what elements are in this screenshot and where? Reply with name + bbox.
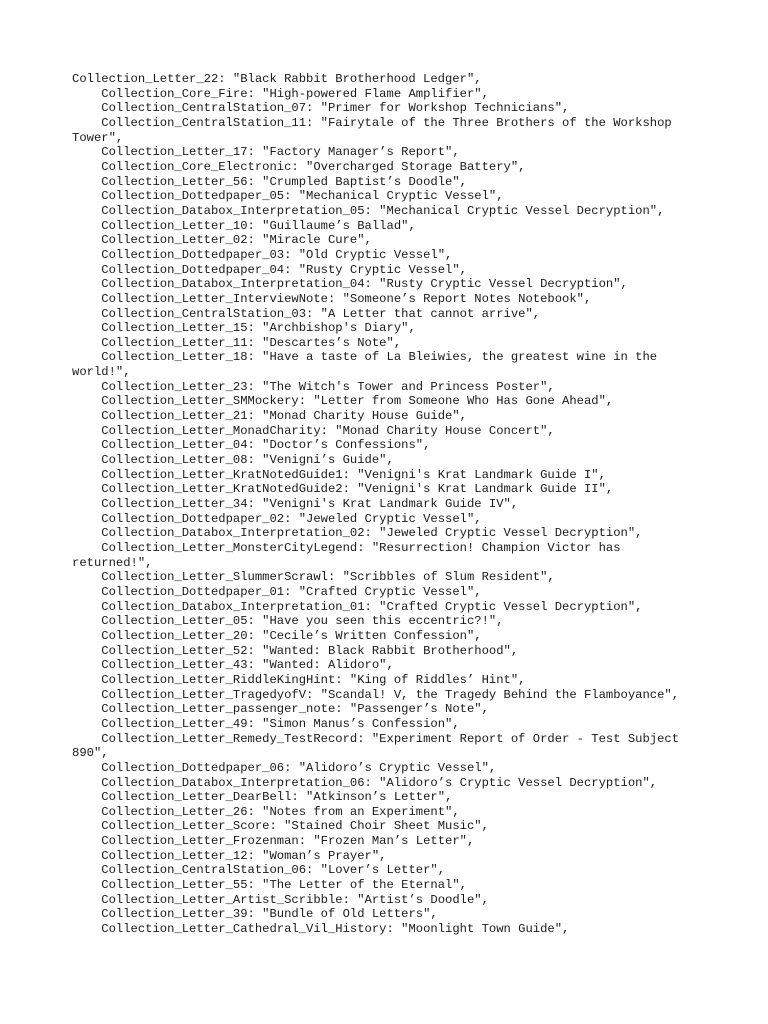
text-line: Collection_Letter_TragedyofV: "Scandal! V, the Tragedy Behind the Flamboyance", xyxy=(72,687,680,702)
text-line: Collection_Letter_Score: "Stained Choir Sheet Music", xyxy=(72,819,489,834)
text-line: Collection_Core_Fire: "High-powered Flame Amplifier", xyxy=(72,86,489,101)
text-line: Collection_Databox_Interpretation_02: "Jeweled Cryptic Vessel Decryption", xyxy=(72,526,643,541)
text-line: Collection_Letter_SlummerScrawl: "Scribbles of Slum Resident", xyxy=(72,570,555,585)
text-line: Collection_Letter_KratNotedGuide2: "Venigni's Krat Landmark Guide II", xyxy=(72,482,614,497)
text-line: Collection_Letter_18: "Have a taste of La Bleiwies, the greatest wine in the world!", xyxy=(72,350,665,380)
text-line: Collection_CentralStation_07: "Primer for Workshop Technicians", xyxy=(72,101,570,116)
text-line: Collection_Letter_MonsterCityLegend: "Resurrection! Champion Victor has returned!", xyxy=(72,541,628,570)
text-line: Collection_Dottedpaper_06: "Alidoro’s Cryptic Vessel", xyxy=(72,760,497,775)
text-line: Collection_Letter_20: "Cecile’s Written Confession", xyxy=(72,628,482,643)
text-line: Collection_Letter_52: "Wanted: Black Rabbit Brotherhood", xyxy=(72,643,519,658)
text-line: Collection_CentralStation_06: "Lover’s Letter", xyxy=(72,863,446,878)
text-line: Collection_Letter_InterviewNote: "Someone’s Report Notes Notebook", xyxy=(72,291,592,306)
text-line: Collection_Databox_Interpretation_01: "Crafted Cryptic Vessel Decryption", xyxy=(72,599,643,614)
text-line: Collection_Letter_34: "Venigni's Krat Landmark Guide IV", xyxy=(72,497,519,512)
text-line: Collection_Letter_Remedy_TestRecord: "Experiment Report of Order - Test Subject 890", xyxy=(72,731,687,761)
text-line: Collection_Letter_56: "Crumpled Baptist’s Doodle", xyxy=(72,174,467,189)
text-line: Collection_Letter_55: "The Letter of the Eternal", xyxy=(72,878,467,893)
text-line: Collection_Letter_02: "Miracle Cure", xyxy=(72,233,372,248)
text-line: Collection_Letter_Artist_Scribble: "Artist’s Doodle", xyxy=(72,892,489,907)
text-line: Collection_Letter_DearBell: "Atkinson’s Letter", xyxy=(72,790,453,805)
text-line: Collection_Letter_11: "Descartes’s Note", xyxy=(72,335,402,350)
text-line: Collection_Letter_SMMockery: "Letter from Someone Who Has Gone Ahead", xyxy=(72,394,614,409)
text-line: Collection_Databox_Interpretation_05: "Mechanical Cryptic Vessel Decryption", xyxy=(72,203,665,218)
text-line: Collection_Letter_15: "Archbishop's Diary", xyxy=(72,321,416,336)
text-line: Collection_CentralStation_03: "A Letter that cannot arrive", xyxy=(72,306,541,321)
text-line: Collection_CentralStation_11: "Fairytale of the Three Brothers of the Workshop Tower", xyxy=(72,115,680,145)
text-line: Collection_Letter_05: "Have you seen this eccentric?!", xyxy=(72,614,504,629)
text-line: Collection_Letter_23: "The Witch's Tower and Princess Poster", xyxy=(72,379,555,394)
text-line: Collection_Letter_Frozenman: "Frozen Man’s Letter", xyxy=(72,834,475,849)
text-line: Collection_Dottedpaper_03: "Old Cryptic Vessel", xyxy=(72,247,453,262)
text-line: Collection_Dottedpaper_05: "Mechanical Cryptic Vessel", xyxy=(72,189,504,204)
text-line: Collection_Core_Electronic: "Overcharged Storage Battery", xyxy=(72,159,526,174)
text-line: Collection_Letter_RiddleKingHint: "King of Riddles’ Hint", xyxy=(72,672,526,687)
text-line: Collection_Databox_Interpretation_06: "Alidoro’s Cryptic Vessel Decryption", xyxy=(72,775,658,790)
text-line: Collection_Letter_17: "Factory Manager’s Report", xyxy=(72,145,460,160)
text-line: Collection_Dottedpaper_04: "Rusty Cryptic Vessel", xyxy=(72,262,467,277)
text-line: Collection_Letter_04: "Doctor’s Confessions", xyxy=(72,438,431,453)
text-line: Collection_Databox_Interpretation_04: "Rusty Cryptic Vessel Decryption", xyxy=(72,277,628,292)
text-line: Collection_Letter_49: "Simon Manus’s Confession", xyxy=(72,716,460,731)
text-line: Collection_Letter_Cathedral_Vil_History: "Moonlight Town Guide", xyxy=(72,922,570,937)
text-line: Collection_Letter_43: "Wanted: Alidoro", xyxy=(72,658,394,673)
text-line: Collection_Dottedpaper_02: "Jeweled Cryptic Vessel", xyxy=(72,511,482,526)
document-text-block xyxy=(72,72,700,937)
text-line: Collection_Letter_passenger_note: "Passenger’s Note", xyxy=(72,702,489,717)
text-line: Collection_Dottedpaper_01: "Crafted Cryptic Vessel", xyxy=(72,584,482,599)
text-line: Collection_Letter_12: "Woman’s Prayer", xyxy=(72,848,387,863)
text-line: Collection_Letter_MonadCharity: "Monad Charity House Concert", xyxy=(72,423,555,438)
text-line: Collection_Letter_22: "Black Rabbit Brotherhood Ledger", xyxy=(72,72,482,86)
text-line: Collection_Letter_KratNotedGuide1: "Venigni's Krat Landmark Guide I", xyxy=(72,467,606,482)
text-line: Collection_Letter_21: "Monad Charity House Guide", xyxy=(72,409,467,424)
text-line: Collection_Letter_10: "Guillaume’s Ballad", xyxy=(72,218,416,233)
text-line: Collection_Letter_08: "Venigni’s Guide", xyxy=(72,453,394,468)
text-line: Collection_Letter_39: "Bundle of Old Letters", xyxy=(72,907,438,922)
text-line: Collection_Letter_26: "Notes from an Experiment", xyxy=(72,804,460,819)
